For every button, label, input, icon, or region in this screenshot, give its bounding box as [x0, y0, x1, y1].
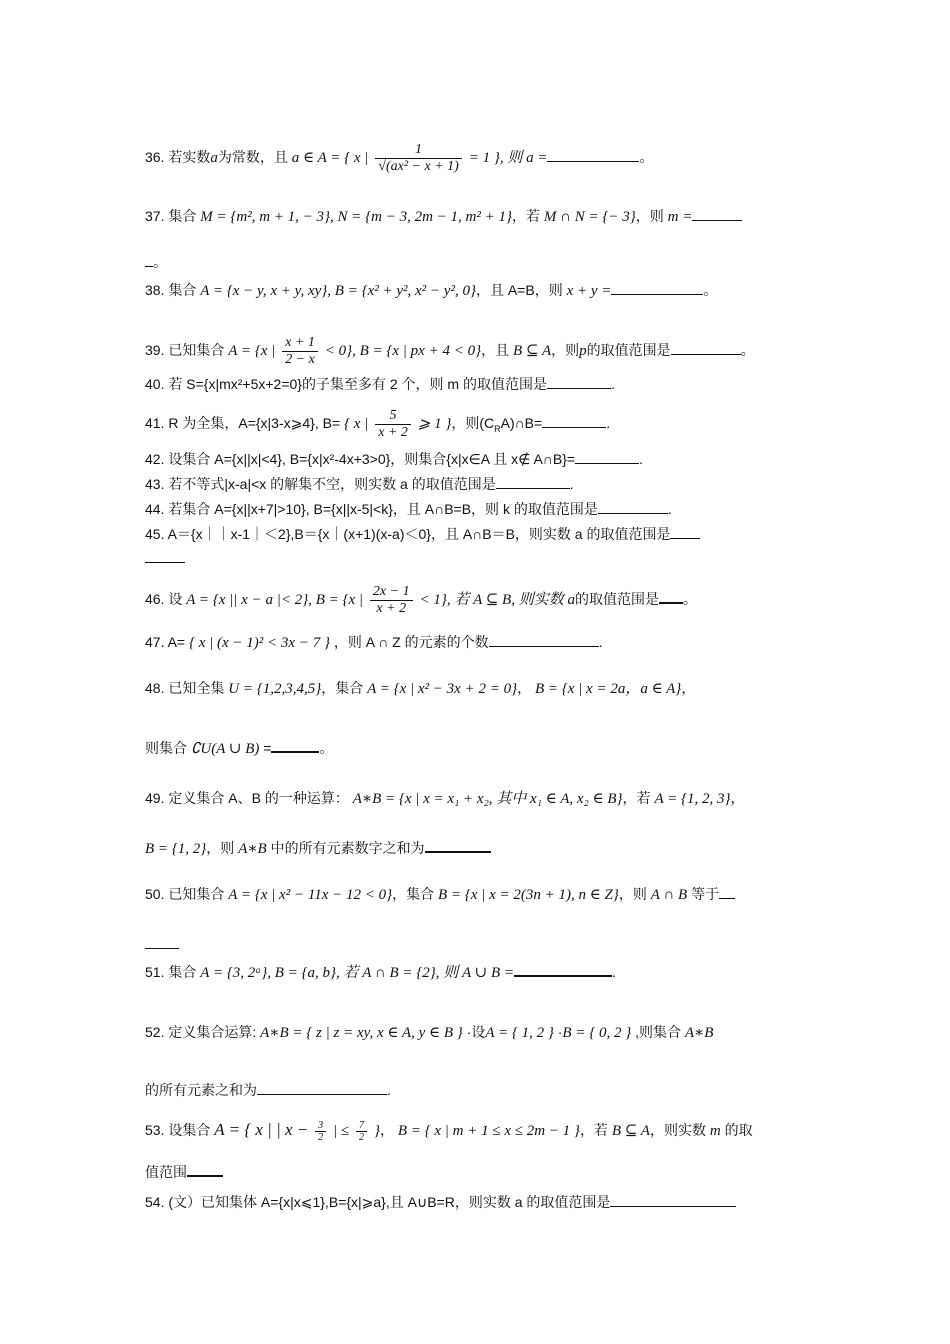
problem-41: 41. R 为全集，A={x|3-x⩾4}, B= { x | $\frac{5}{x + 2}$ ⩾ 1 }，则$(C_RA)\cap B=$ .	[145, 408, 611, 440]
problem-number: 43.	[145, 476, 165, 492]
problem-number: 36.	[145, 149, 165, 166]
problem-42: 42. 设集合 A={x||x|<4}, B={x|x²-4x+3>0}，则集合{x|x∈A 且 x∉ A∩B}= .	[145, 451, 643, 467]
problem-number: 44.	[145, 501, 165, 517]
problem-number: 47.	[145, 634, 165, 650]
problem-46: 46. 设 A = {x || x − a |< 2}, B = {x | $\frac{2x - 1}{x + 2}$ < 1}, 若 A ⊆ B, 则实数 a的取值范围是 。	[145, 584, 697, 616]
problem-40: 40. 若 S={x|mx²+5x+2=0}的子集至多有 2 个，则 m 的取值范围是 .	[145, 376, 615, 392]
problem-54: 54. (文）已知集体 A={x|x⩽1},B={x|⩾a},且 A∪B=R，则实数 a 的取值范围是	[145, 1192, 736, 1212]
problem-36: 36. 若实数a为常数，且 a ∈ A = { x | $\frac{1}{\text{√(ax² − x + 1)}}$ = 1 }, 则 a = 。	[145, 142, 654, 174]
answer-blank[interactable]	[670, 526, 700, 539]
answer-blank[interactable]	[425, 839, 491, 853]
answer-blank[interactable]	[598, 501, 668, 514]
problem-38: 38. 集合 A = {x − y, x + y, xy}, B = {x² + y², x² − y², 0}，且 A=B，则 x + y = 。	[145, 282, 718, 299]
problem-48: 48. 已知全集 U = {1,2,3,4,5}，集合 A = {x | x² − 3x + 2 = 0}， B = {x | x = 2a，a ∈ A}，	[145, 680, 696, 697]
answer-blank[interactable]	[257, 1082, 387, 1095]
problem-number: 38.	[145, 282, 165, 298]
problem-number: 50.	[145, 886, 165, 902]
answer-blank[interactable]	[610, 1194, 736, 1207]
answer-blank[interactable]	[187, 1163, 223, 1177]
problem-44: 44. 若集合 A={x||x+7|>10}, B={x||x-5|<k}，且 A∩B=B，则 k 的取值范围是 .	[145, 501, 672, 517]
answer-blank[interactable]	[547, 376, 611, 389]
answer-blank[interactable]	[719, 886, 735, 899]
answer-blank[interactable]	[692, 208, 742, 221]
fraction: $\frac{x + 1}{2 - x}$	[282, 335, 318, 368]
problem-number: 46.	[145, 591, 165, 608]
problem-47: 47. A= { x | (x − 1)² < 3x − 7 } ，则 A ∩ Z 的元素的个数 .	[145, 634, 603, 651]
problem-number: 54.	[145, 1194, 165, 1210]
problem-37: 37. 集合 M = {m², m + 1, − 3}, N = {m − 3, 2m − 1, m² + 1}，若 M ∩ N = {− 3}，则 m =	[145, 206, 742, 227]
problem-number: 37.	[145, 208, 165, 224]
answer-blank[interactable]	[542, 415, 606, 428]
answer-blank[interactable]	[271, 739, 319, 753]
problem-number: 48.	[145, 680, 165, 696]
problem-45-cont	[145, 548, 185, 568]
answer-blank[interactable]	[514, 963, 612, 977]
problem-number: 40.	[145, 376, 165, 392]
answer-blank[interactable]	[145, 254, 153, 267]
problem-number: 42.	[145, 451, 165, 467]
problem-53-cont: 值范围	[145, 1162, 223, 1182]
problem-number: 39.	[145, 342, 165, 359]
problem-45: 45. A＝{x｜｜x-1｜＜2},B＝{x｜(x+1)(x-a)＜0}，且 A∩B＝B，则实数 a 的取值范围是	[145, 524, 700, 544]
answer-blank[interactable]	[671, 342, 741, 355]
problem-number: 53.	[145, 1122, 165, 1139]
problem-50-cont	[145, 934, 179, 954]
problem-51: 51. 集合 A = {3, 2ᵃ}, B = {a, b}, 若 A ∩ B = {2}, 则 A ∪ B = .	[145, 964, 616, 981]
problem-number: 52.	[145, 1024, 165, 1040]
answer-blank[interactable]	[145, 550, 185, 563]
answer-blank[interactable]	[145, 936, 179, 949]
problem-43: 43. 若不等式|x-a|<x 的解集不空，则实数 a 的取值范围是 .	[145, 476, 574, 492]
problem-number: 45.	[145, 526, 165, 542]
problem-number: 51.	[145, 964, 165, 980]
problem-number: 41.	[145, 415, 165, 432]
fraction: $\frac{2x - 1}{x + 2}$	[370, 584, 413, 617]
answer-blank[interactable]	[659, 590, 683, 604]
answer-blank[interactable]	[575, 451, 639, 464]
fraction: $\frac{5}{x + 2}$	[375, 408, 411, 441]
problem-52: 52. 定义集合运算: A∗B = { z | z = xy, x ∈ A, y ∈ B } ·设A = { 1, 2 } ·B = { 0, 2 } ,则集合 A∗B	[145, 1024, 714, 1041]
fraction: $\frac{1}{\text{√(ax² − x + 1)}}$	[375, 142, 462, 175]
problem-48-cont: 则集合 ∁U(A ∪ B) = 。	[145, 740, 334, 757]
answer-blank[interactable]	[489, 634, 599, 647]
problem-39: 39. 已知集合 A = {x | $\frac{x + 1}{2 - x}$ < 0}, B = {x | px + 4 < 0}，且 B ⊆ A，则p的取值范围是 。	[145, 335, 755, 367]
problem-number: 49.	[145, 790, 165, 806]
problem-50: 50. 已知集合 A = {x | x² − 11x − 12 < 0}，集合 B = {x | x = 2(3n + 1), n ∈ Z}，则 A ∩ B 等于	[145, 884, 735, 905]
problem-52-cont: 的所有元素之和为 .	[145, 1082, 391, 1098]
problem-49-cont: B = {1, 2}，则 A∗B 中的所有元素数字之和为	[145, 838, 491, 859]
fraction: $\frac{7}{2}$	[356, 1120, 367, 1143]
problem-53: 53. 设集合 A = { x | | x − $\frac{3}{2}$ | ≤ $\frac{7}{2}$ }， B = { x | m + 1 ≤ x ≤ 2m − 1 }，若 B ⊆ A，则实数 m 的取	[145, 1120, 753, 1143]
answer-blank[interactable]	[547, 149, 639, 162]
problem-49: 49. 定义集合 A、B 的一种运算： A∗B = {x | x = x₁ + x₂, 其中 x₁ ∈ A, x₂ ∈ B}，若 A = {1, 2, 3}，	[145, 790, 745, 807]
answer-blank[interactable]	[611, 282, 703, 295]
problem-37-cont: 。	[145, 252, 167, 272]
fraction: $\frac{3}{2}$	[315, 1120, 326, 1143]
answer-blank[interactable]	[496, 476, 570, 489]
